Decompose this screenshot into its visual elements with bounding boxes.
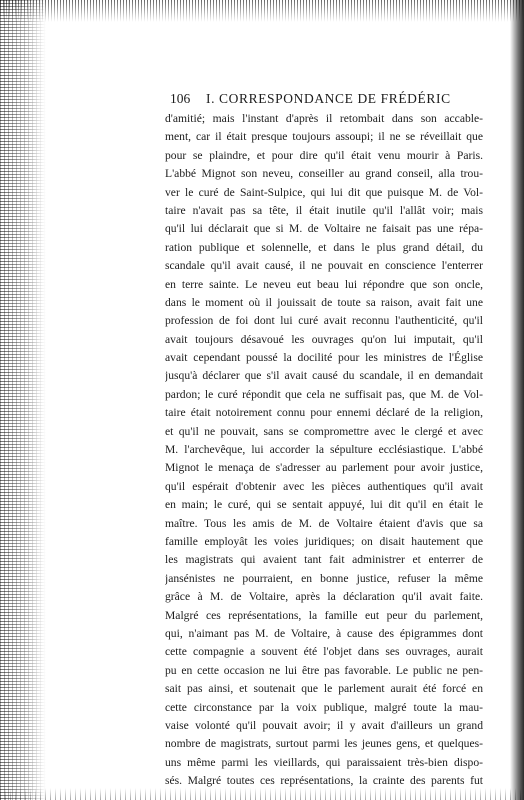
- text-line: avait cependant poussé la docilité pour les ministres de l'Église: [165, 351, 483, 365]
- text-line: qui, n'aimant pas M. de Voltaire, à cause des épigrammes dont: [165, 626, 483, 640]
- text-line: grâce à M. de Voltaire, après la déclaration qu'il avait faite.: [165, 590, 483, 604]
- text-line: avait toujours désavoué les ouvrages qu'on lui imputait, qu'il: [165, 332, 483, 346]
- text-line: vaise volonté qu'il pouvait avoir; il y avait d'ailleurs un grand: [165, 718, 483, 732]
- text-line: scandale qu'il avait causé, il ne pouvait en conscience l'enterrer: [165, 259, 483, 273]
- text-line: famille employât les voies juridiques; on disait hautement que: [165, 534, 483, 548]
- text-line: ration publique et solennelle, et dans le plus grand détail, du: [165, 240, 483, 254]
- text-line: L'abbé Mignot son neveu, conseiller au grand conseil, alla trou-: [165, 167, 483, 181]
- body-text: [165, 110, 483, 790]
- text-line: uns même parmi les vieillards, qui paraissaient très-bien dispo-: [165, 755, 483, 769]
- text-line: pardon; le curé répondit que cela ne suffisait pas, que M. de Vol-: [165, 387, 483, 401]
- text-line: qu'il espérait d'obtenir avec les pièces authentiques qu'il avait: [165, 479, 483, 493]
- text-line: jansénistes ne pourraient, en bonne justice, refuser la même: [165, 571, 483, 585]
- text-line: taire n'avait pas sa tête, il était inutile qu'il l'allât voir; mais: [165, 203, 483, 217]
- text-line: sait pas ainsi, et soutenait que le parlement aurait été forcé en: [165, 682, 483, 696]
- text-line: cette compagnie a souvent été l'objet dans ses ouvrages, aurait: [165, 645, 483, 659]
- text-line: en main; le curé, qui se sentait appuyé, lui dit qu'il en était le: [165, 498, 483, 512]
- text-line: maître. Tous les amis de M. de Voltaire étaient d'avis que sa: [165, 516, 483, 530]
- text-line: dans le moment où il jouissait de toute sa raison, avait fait une: [165, 295, 483, 309]
- text-line: ver le curé de Saint-Sulpice, qui lui dit que puisque M. de Vol-: [165, 185, 483, 199]
- text-line: taire était notoirement connu pour ennemi déclaré de la religion,: [165, 406, 483, 420]
- text-line: cette circonstance par la voix publique, malgré toute la mau-: [165, 700, 483, 714]
- text-line: en terre sainte. Le neveu eut beau lui répondre que son oncle,: [165, 277, 483, 291]
- text-line: d'amitié; mais l'instant d'après il retombait dans son accable-: [165, 112, 483, 125]
- text-line: pu en cette occasion ne lui être pas favorable. Le public ne pen-: [165, 663, 483, 677]
- page-number: 106: [170, 91, 191, 106]
- text-line: Malgré ces représentations, la famille eut peur du parlement,: [165, 608, 483, 622]
- text-line: nombre de magistrats, surtout parmi les jeunes gens, et quelques-: [165, 737, 483, 751]
- text-line: qu'il lui déclarait que si M. de Voltaire ne faisait pas une répa-: [165, 222, 483, 236]
- text-line: jusqu'à déclarer que s'il avait causé du scandale, il en demandait: [165, 369, 483, 383]
- text-line: sés. Malgré toutes ces représentations, la crainte des parents fut: [165, 774, 483, 788]
- text-line: ment, car il était presque toujours assoupi; il ne se réveillait que: [165, 130, 483, 144]
- running-head: [170, 89, 480, 109]
- text-line: pour se plaindre, et pour dire qu'il était venu mourir à Paris.: [165, 148, 483, 162]
- text-line: profession de foi dont lui curé avait reconnu l'authenticité, qu'il: [165, 314, 483, 328]
- text-line: les magistrats qui avaient tant fait administrer et enterrer de: [165, 553, 483, 567]
- text-line: M. l'archevêque, lui accorder la sépulture ecclésiastique. L'abbé: [165, 443, 483, 457]
- text-line: Mignot le menaça de s'adresser au parlement pour avoir justice,: [165, 461, 483, 475]
- running-title: I. CORRESPONDANCE DE FRÉDÉRIC: [206, 91, 451, 106]
- text-line: et qu'il ne pouvait, sans se compromettre avec le clergé et avec: [165, 424, 483, 438]
